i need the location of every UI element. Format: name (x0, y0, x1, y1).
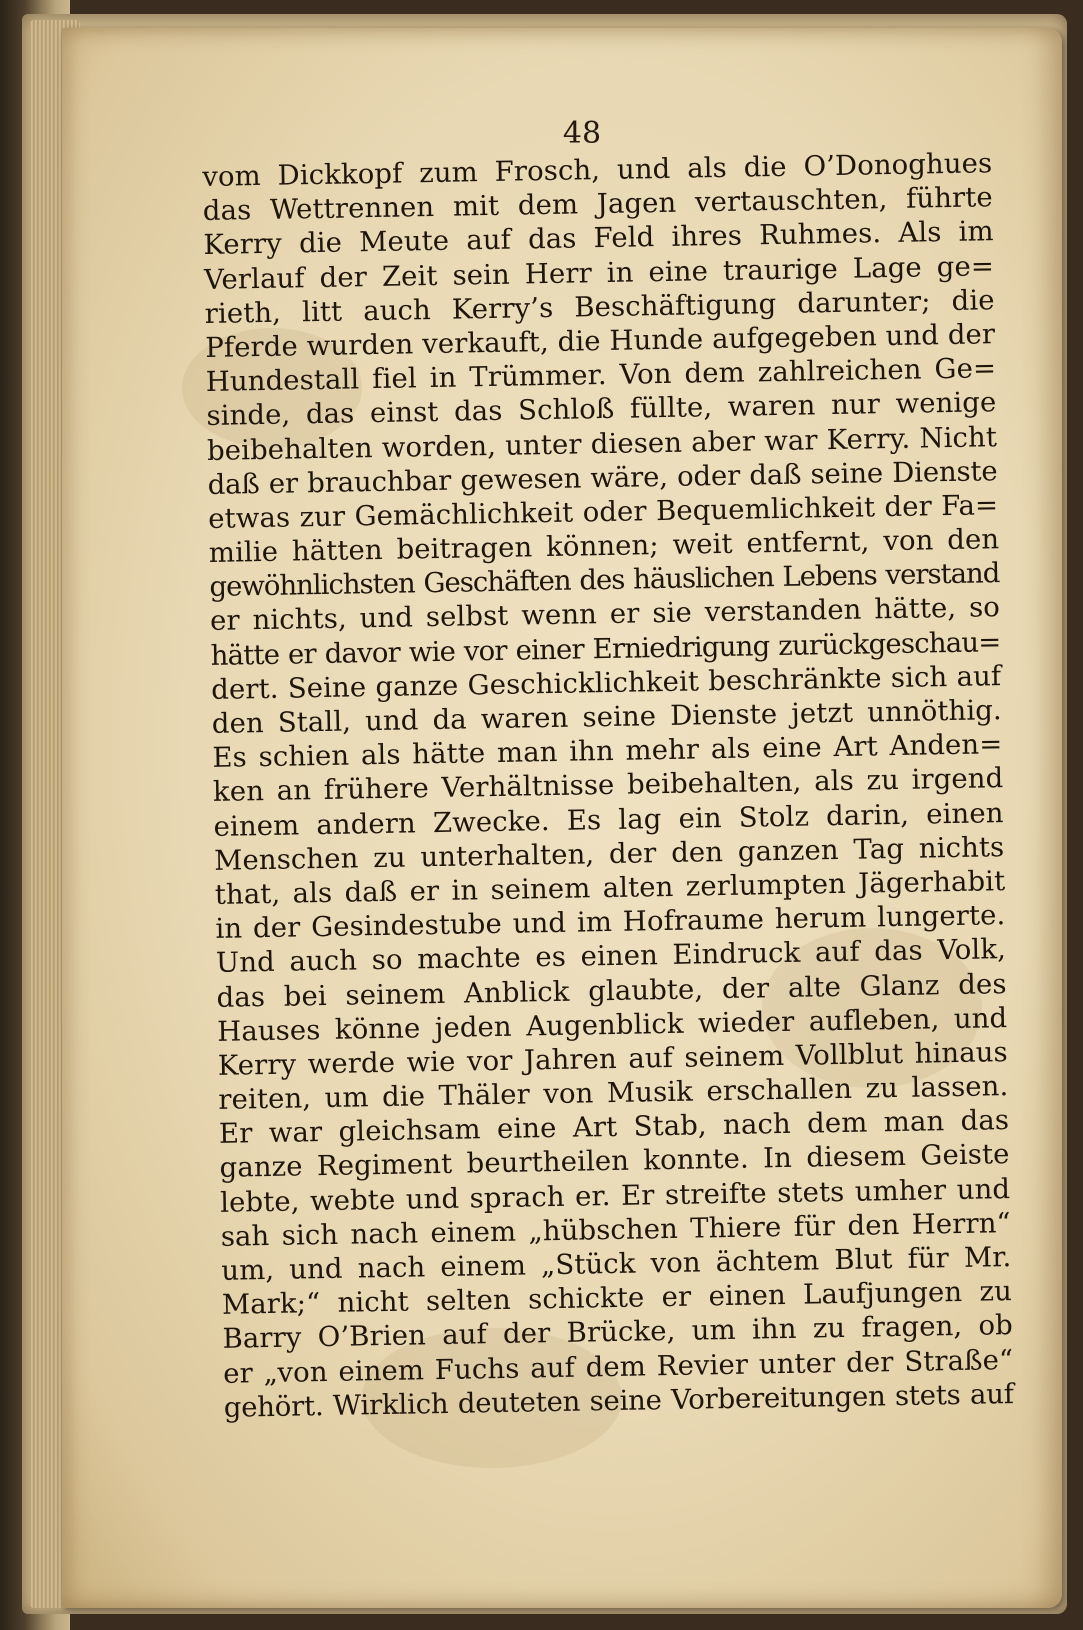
text-line: Kerry werde wie vor Jahren auf seinem Vollblut hinaus (217, 1035, 1008, 1082)
text-line: dert. Seine ganze Geschicklichkeit beschränkte sich auf (210, 659, 1002, 706)
text-line: beibehalten worden, unter diesen aber war Kerry. Nicht (206, 420, 998, 467)
text-line: Kerry die Meute auf das Feld ihres Ruhmes. Als im (203, 215, 994, 262)
text-line: Pferde wurden verkauft, die Hunde aufgegeben und der (205, 318, 996, 364)
book-page (62, 28, 1062, 1608)
text-line: ken an frühere Verhältnisse beibehalten, als zu irgend (212, 762, 1004, 809)
text-line: hätte er davor wie vor einer Erniedrigung zurückgeschau= (210, 625, 1001, 672)
text-line: daß er brauchbar gewesen wäre, oder daß seine Dienste (207, 454, 998, 501)
text-line: lebte, webte und sprach er. Er streifte stets umher und (219, 1172, 1011, 1219)
text-line: das bei seinem Anblick glaubte, der alte Glanz des (216, 967, 1007, 1014)
text-line: vom Dickkopf zum Frosch, und als die O’Donoghues (202, 147, 993, 193)
text-line: Verlauf der Zeit sein Herr in eine traurige Lage ge= (203, 249, 995, 296)
page-number: 48 (562, 116, 602, 151)
text-line: er „von einem Fuchs auf dem Revier unter der Straße“ (222, 1343, 1014, 1390)
text-line: sah sich nach einem „hübschen Thiere für den Herrn“ (220, 1206, 1011, 1253)
text-line: rieth, litt auch Kerry’s Beschäftigung darunter; die (204, 283, 995, 330)
text-line: etwas zur Gemächlichkeit oder Bequemlichkeit der Fa= (207, 489, 999, 535)
text-line: ganze Regiment beurtheilen konnte. In diesem Geiste (219, 1138, 1010, 1185)
text-line: den Stall, und da waren seine Dienste jetzt unnöthig. (211, 694, 1003, 740)
text-line: Mark;“ nicht selten schickte er einen Laufjungen zu (221, 1275, 1013, 1322)
text-line: Und auch so machte es einen Eindruck auf das Volk, (215, 933, 1007, 980)
text-line: Barry O’Brien auf der Brücke, um ihn zu fragen, ob (222, 1309, 1014, 1356)
text-line: Es schien als hätte man ihn mehr als eine Art Anden= (212, 728, 1003, 775)
text-line: Er war gleichsam eine Art Stab, nach dem man das (218, 1104, 1010, 1151)
text-line: Hauses könne jeden Augenblick wieder aufleben, und (216, 1001, 1008, 1048)
text-line: sinde, das einst das Schloß füllte, waren nur wenige (206, 386, 997, 433)
text-line: Hundestall fiel in Trümmer. Von dem zahlreichen Ge= (205, 352, 997, 399)
text-line: Menschen zu unterhalten, der den ganzen Tag nichts (213, 830, 1005, 877)
text-line: in der Gesindestube und im Hofraume herum lungerte. (215, 899, 1006, 946)
text-line: einem andern Zwecke. Es lag ein Stolz darin, einen (213, 796, 1004, 843)
text-line: reiten, um die Thäler von Musik erschallen zu lassen. (218, 1070, 1009, 1116)
text-line: that, als daß er in seinem alten zerlumpten Jägerhabit (214, 865, 1006, 911)
text-line: gehört. Wirklich deuteten seine Vorbereitungen stets auf (223, 1377, 1014, 1424)
body-text (202, 146, 1014, 1425)
text-line: um, und nach einem „Stück von ächtem Blut für Mr. (221, 1241, 1012, 1287)
text-line: gewöhnlichsten Geschäften des häuslichen Lebens verstand (209, 557, 1000, 604)
text-line: das Wettrennen mit dem Jagen vertauschten, führte (202, 181, 994, 228)
text-line: er nichts, und selbst wenn er sie verstanden hätte, so (209, 591, 1001, 638)
text-line: milie hätten beitragen können; weit entfernt, von den (208, 523, 1000, 570)
